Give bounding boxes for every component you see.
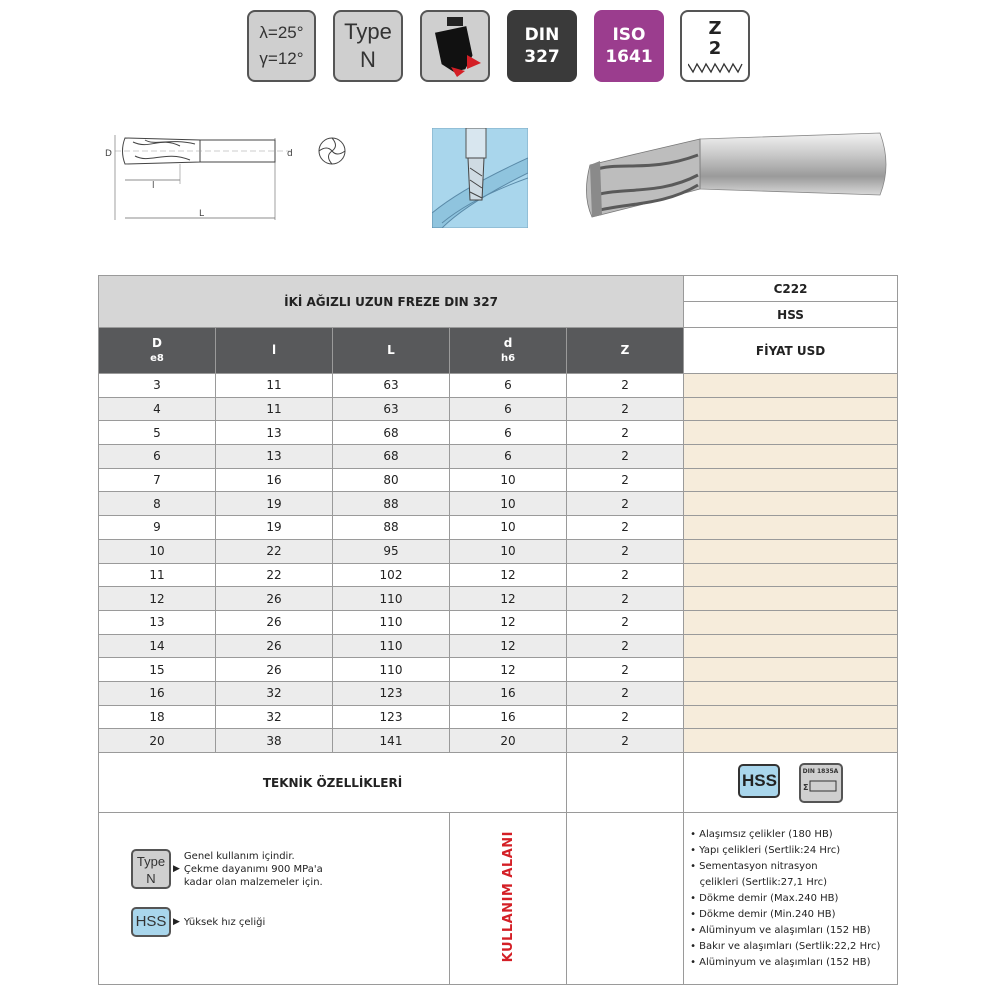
type-badge <box>333 10 403 82</box>
cell-l: 16 <box>216 468 333 492</box>
cell-price <box>684 539 898 563</box>
cell-l: 19 <box>216 492 333 516</box>
table-row <box>99 492 898 516</box>
material-item: • Dökme demir (Min.240 HB) <box>690 908 836 920</box>
cell-price <box>684 445 898 469</box>
cut-length-label: l <box>152 181 155 191</box>
cell-price <box>684 492 898 516</box>
iso-label: ISO <box>612 25 646 45</box>
cell-d: 12 <box>450 563 567 587</box>
table-row <box>99 563 898 587</box>
cell-D: 9 <box>99 516 216 540</box>
cell-Z: 2 <box>567 681 684 705</box>
cell-l: 32 <box>216 705 333 729</box>
cell-d: 6 <box>450 374 567 398</box>
material-item: • Yapı çelikleri (Sertlik:24 Hrc) <box>690 844 841 856</box>
legend-type <box>131 849 323 889</box>
cell-d: 12 <box>450 587 567 611</box>
cutting-direction-icon <box>427 15 483 77</box>
material-code: HSS <box>684 302 898 328</box>
cell-price <box>684 397 898 421</box>
cell-price <box>684 587 898 611</box>
type-label: Type <box>344 19 392 44</box>
cell-d: 6 <box>450 445 567 469</box>
cell-Z: 2 <box>567 374 684 398</box>
cell-d: 6 <box>450 421 567 445</box>
col-header-Z: Z <box>567 328 684 374</box>
cell-L: 110 <box>333 634 450 658</box>
arrow-icon: ▶ <box>173 864 180 874</box>
tech-specs-title: TEKNİK ÖZELLİKLERİ <box>99 753 567 813</box>
cell-l: 22 <box>216 539 333 563</box>
type-value: N <box>360 47 376 72</box>
iso-badge <box>594 10 664 82</box>
table-body <box>99 374 898 753</box>
table-row <box>99 681 898 705</box>
cell-d: 16 <box>450 681 567 705</box>
cell-L: 110 <box>333 658 450 682</box>
tooth-profile-icon <box>688 62 744 74</box>
cell-D: 16 <box>99 681 216 705</box>
col-header-l: l <box>216 328 333 374</box>
cell-Z: 2 <box>567 421 684 445</box>
flutes-badge <box>680 10 750 82</box>
material-item: • Alüminyum ve alaşımları (152 HB) <box>690 956 871 968</box>
cell-price <box>684 681 898 705</box>
cell-L: 123 <box>333 705 450 729</box>
table-title: İKİ AĞIZLI UZUN FREZE DIN 327 <box>99 276 684 328</box>
shank-d-label: d <box>287 149 293 159</box>
z-label: Z <box>708 18 722 39</box>
cell-Z: 2 <box>567 705 684 729</box>
angle-badge <box>247 10 316 82</box>
end-mill-photo <box>580 125 892 225</box>
cell-D: 10 <box>99 539 216 563</box>
din-badge <box>507 10 577 82</box>
cell-Z: 2 <box>567 468 684 492</box>
cell-D: 20 <box>99 729 216 753</box>
legend-hss-desc: Yüksek hız çeliği <box>183 916 266 928</box>
legend-type-icon: Type N <box>131 849 171 889</box>
table-row <box>99 539 898 563</box>
cell-price <box>684 705 898 729</box>
lambda-angle: λ=25° <box>259 23 304 42</box>
cell-l: 26 <box>216 587 333 611</box>
cell-Z: 2 <box>567 445 684 469</box>
cell-price <box>684 610 898 634</box>
tech-icons <box>684 753 898 813</box>
table-row <box>99 610 898 634</box>
cell-d: 10 <box>450 539 567 563</box>
cell-Z: 2 <box>567 634 684 658</box>
cell-d: 10 <box>450 516 567 540</box>
legend-type-desc: Genel kullanım içindir. Çekme dayanımı 900 MPa'a kadar olan malzemeler için. <box>183 850 323 888</box>
table-row <box>99 587 898 611</box>
arrow-icon: ▶ <box>173 917 180 927</box>
table-row <box>99 374 898 398</box>
cell-l: 22 <box>216 563 333 587</box>
materials-list <box>684 827 897 971</box>
table-row <box>99 658 898 682</box>
cell-l: 11 <box>216 397 333 421</box>
din-label: DIN <box>524 25 560 45</box>
din-1835a-shank-icon <box>799 763 843 803</box>
cell-d: 10 <box>450 492 567 516</box>
cell-l: 26 <box>216 658 333 682</box>
cell-L: 141 <box>333 729 450 753</box>
cell-Z: 2 <box>567 658 684 682</box>
cell-d: 10 <box>450 468 567 492</box>
table-row <box>99 445 898 469</box>
table-row <box>99 634 898 658</box>
cell-l: 26 <box>216 634 333 658</box>
cell-price <box>684 374 898 398</box>
table-row <box>99 421 898 445</box>
cell-l: 13 <box>216 421 333 445</box>
cell-D: 11 <box>99 563 216 587</box>
table-row <box>99 516 898 540</box>
table-row <box>99 397 898 421</box>
cell-D: 3 <box>99 374 216 398</box>
cell-d: 20 <box>450 729 567 753</box>
tech-spacer <box>567 753 684 813</box>
cell-Z: 2 <box>567 492 684 516</box>
cell-Z: 2 <box>567 563 684 587</box>
cell-L: 68 <box>333 445 450 469</box>
legend-hss-icon: HSS <box>131 907 171 937</box>
material-item: • Alüminyum ve alaşımları (152 HB) <box>690 924 871 936</box>
technical-drawing <box>95 120 365 230</box>
cell-L: 63 <box>333 374 450 398</box>
cell-price <box>684 421 898 445</box>
total-length-label: L <box>199 209 205 219</box>
cell-Z: 2 <box>567 516 684 540</box>
din-1835a-label: DIN 1835A <box>802 767 839 775</box>
cell-L: 95 <box>333 539 450 563</box>
material-item: • Dökme demir (Max.240 HB) <box>690 892 839 904</box>
legend-hss <box>131 907 265 937</box>
product-table <box>98 275 898 985</box>
gamma-angle: γ=12° <box>259 49 304 68</box>
cell-d: 12 <box>450 610 567 634</box>
cell-price <box>684 468 898 492</box>
legend-cell <box>99 813 450 985</box>
cell-Z: 2 <box>567 729 684 753</box>
cell-L: 110 <box>333 610 450 634</box>
cell-L: 88 <box>333 492 450 516</box>
cell-price <box>684 563 898 587</box>
cell-l: 19 <box>216 516 333 540</box>
material-item: • Sementasyon nitrasyon <box>690 860 818 872</box>
iso-value: 1641 <box>605 47 653 67</box>
usage-spacer <box>567 813 684 985</box>
slot-cutting-illustration <box>432 128 528 228</box>
cell-L: 80 <box>333 468 450 492</box>
col-header-d: d h6 <box>450 328 567 374</box>
usage-area-title-cell <box>450 813 567 985</box>
product-code: C222 <box>684 276 898 302</box>
cell-l: 11 <box>216 374 333 398</box>
cell-d: 12 <box>450 634 567 658</box>
cell-l: 32 <box>216 681 333 705</box>
cell-d: 16 <box>450 705 567 729</box>
cell-d: 12 <box>450 658 567 682</box>
table-row <box>99 468 898 492</box>
cell-D: 6 <box>99 445 216 469</box>
cell-D: 13 <box>99 610 216 634</box>
cell-L: 123 <box>333 681 450 705</box>
cell-D: 4 <box>99 397 216 421</box>
col-header-L: L <box>333 328 450 374</box>
col-header-price: FİYAT USD <box>684 328 898 374</box>
table-row <box>99 705 898 729</box>
cell-D: 15 <box>99 658 216 682</box>
cell-Z: 2 <box>567 610 684 634</box>
hss-icon: HSS <box>738 764 780 798</box>
col-header-D: D e8 <box>99 328 216 374</box>
cell-price <box>684 658 898 682</box>
cell-l: 38 <box>216 729 333 753</box>
material-item: • Bakır ve alaşımları (Sertlik:22,2 Hrc) <box>690 940 881 952</box>
cell-price <box>684 516 898 540</box>
cell-L: 88 <box>333 516 450 540</box>
cell-L: 68 <box>333 421 450 445</box>
cell-Z: 2 <box>567 539 684 563</box>
cell-price <box>684 634 898 658</box>
din-value: 327 <box>524 47 560 67</box>
cell-L: 102 <box>333 563 450 587</box>
z-value: 2 <box>708 38 722 59</box>
material-item: • Alaşımsız çelikler (180 HB) <box>690 828 833 840</box>
cutting-direction-badge <box>420 10 490 82</box>
cell-l: 26 <box>216 610 333 634</box>
cell-D: 18 <box>99 705 216 729</box>
usage-area-title: KULLANIM ALANI <box>500 831 516 963</box>
cell-D: 12 <box>99 587 216 611</box>
cell-D: 7 <box>99 468 216 492</box>
cell-L: 63 <box>333 397 450 421</box>
cell-D: 14 <box>99 634 216 658</box>
cell-d: 6 <box>450 397 567 421</box>
svg-text:Σ: Σ <box>802 782 809 792</box>
cell-D: 5 <box>99 421 216 445</box>
material-item: çelikleri (Sertlik:27,1 Hrc) <box>690 876 828 888</box>
cell-l: 13 <box>216 445 333 469</box>
cell-L: 110 <box>333 587 450 611</box>
cell-price <box>684 729 898 753</box>
cell-D: 8 <box>99 492 216 516</box>
cell-Z: 2 <box>567 397 684 421</box>
table-row <box>99 729 898 753</box>
diameter-D-label: D <box>105 149 112 159</box>
cell-Z: 2 <box>567 587 684 611</box>
materials-cell <box>684 813 898 985</box>
